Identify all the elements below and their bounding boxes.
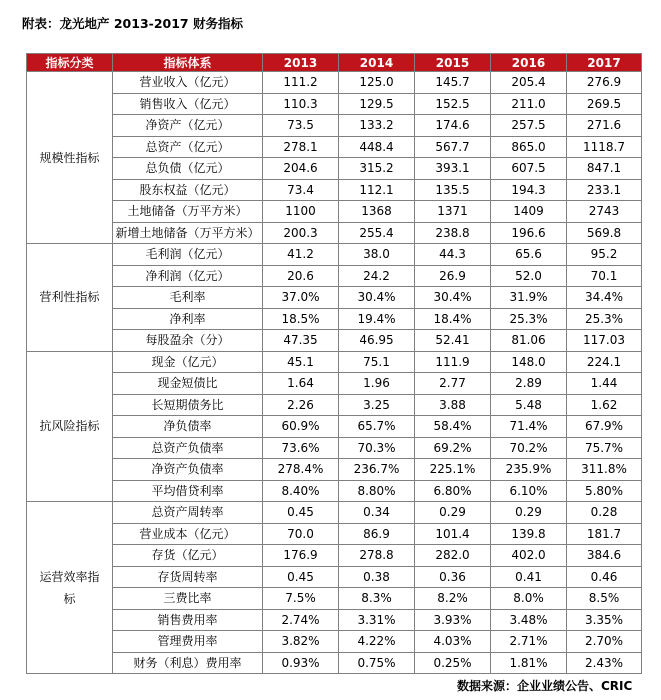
value-cell: 75.7% xyxy=(567,437,642,459)
value-cell: 0.38 xyxy=(339,566,415,588)
value-cell: 181.7 xyxy=(567,523,642,545)
value-cell: 0.93% xyxy=(263,652,339,674)
table-row xyxy=(27,115,642,137)
value-cell: 30.4% xyxy=(415,287,491,309)
value-cell: 2.43% xyxy=(567,652,642,674)
value-cell: 25.3% xyxy=(491,308,567,330)
value-cell: 196.6 xyxy=(491,222,567,244)
table-row xyxy=(27,287,642,309)
value-cell: 0.46 xyxy=(567,566,642,588)
value-cell: 8.0% xyxy=(491,588,567,610)
value-cell: 271.6 xyxy=(567,115,642,137)
header-indicator: 指标体系 xyxy=(113,54,263,72)
value-cell: 0.45 xyxy=(263,502,339,524)
indicator-name: 长短期债务比 xyxy=(113,394,263,416)
value-cell: 75.1 xyxy=(339,351,415,373)
table-row xyxy=(27,394,642,416)
value-cell: 3.48% xyxy=(491,609,567,631)
value-cell: 70.3% xyxy=(339,437,415,459)
indicator-name: 管理费用率 xyxy=(113,631,263,653)
value-cell: 129.5 xyxy=(339,93,415,115)
indicator-name: 现金短债比 xyxy=(113,373,263,395)
value-cell: 25.3% xyxy=(567,308,642,330)
value-cell: 257.5 xyxy=(491,115,567,137)
value-cell: 45.1 xyxy=(263,351,339,373)
table-row xyxy=(27,351,642,373)
header-year: 2016 xyxy=(491,54,567,72)
value-cell: 52.41 xyxy=(415,330,491,352)
table-row xyxy=(27,330,642,352)
value-cell: 2.89 xyxy=(491,373,567,395)
value-cell: 70.0 xyxy=(263,523,339,545)
value-cell: 176.9 xyxy=(263,545,339,567)
value-cell: 847.1 xyxy=(567,158,642,180)
table-row xyxy=(27,136,642,158)
value-cell: 8.5% xyxy=(567,588,642,610)
indicator-name: 三费比率 xyxy=(113,588,263,610)
table-row xyxy=(27,265,642,287)
value-cell: 0.34 xyxy=(339,502,415,524)
value-cell: 3.82% xyxy=(263,631,339,653)
value-cell: 67.9% xyxy=(567,416,642,438)
indicator-name: 净资产负债率 xyxy=(113,459,263,481)
value-cell: 111.9 xyxy=(415,351,491,373)
value-cell: 1.64 xyxy=(263,373,339,395)
value-cell: 60.9% xyxy=(263,416,339,438)
value-cell: 70.2% xyxy=(491,437,567,459)
indicator-name: 土地储备（万平方米） xyxy=(113,201,263,223)
value-cell: 8.80% xyxy=(339,480,415,502)
table-row xyxy=(27,244,642,266)
value-cell: 125.0 xyxy=(339,72,415,94)
table-row xyxy=(27,652,642,674)
value-cell: 47.35 xyxy=(263,330,339,352)
value-cell: 71.4% xyxy=(491,416,567,438)
value-cell: 31.9% xyxy=(491,287,567,309)
value-cell: 2.77 xyxy=(415,373,491,395)
header-year: 2015 xyxy=(415,54,491,72)
value-cell: 135.5 xyxy=(415,179,491,201)
value-cell: 145.7 xyxy=(415,72,491,94)
value-cell: 2.26 xyxy=(263,394,339,416)
value-cell: 152.5 xyxy=(415,93,491,115)
category-label: 营利性指标 xyxy=(39,290,100,305)
value-cell: 4.22% xyxy=(339,631,415,653)
value-cell: 282.0 xyxy=(415,545,491,567)
value-cell: 41.2 xyxy=(263,244,339,266)
value-cell: 3.35% xyxy=(567,609,642,631)
value-cell: 95.2 xyxy=(567,244,642,266)
value-cell: 34.4% xyxy=(567,287,642,309)
value-cell: 5.48 xyxy=(491,394,567,416)
table-body xyxy=(27,72,642,674)
value-cell: 7.5% xyxy=(263,588,339,610)
category-label: 运营效率指标 xyxy=(39,569,100,606)
value-cell: 46.95 xyxy=(339,330,415,352)
page-title: 附表：龙光地产 2013-2017 财务指标 xyxy=(22,16,243,31)
indicator-name: 营业收入（亿元） xyxy=(113,72,263,94)
table-row xyxy=(27,588,642,610)
value-cell: 393.1 xyxy=(415,158,491,180)
table-row xyxy=(27,480,642,502)
value-cell: 1.81% xyxy=(491,652,567,674)
table-row xyxy=(27,502,642,524)
indicator-name: 净负债率 xyxy=(113,416,263,438)
value-cell: 73.5 xyxy=(263,115,339,137)
value-cell: 448.4 xyxy=(339,136,415,158)
table-row xyxy=(27,158,642,180)
value-cell: 86.9 xyxy=(339,523,415,545)
value-cell: 224.1 xyxy=(567,351,642,373)
table-row xyxy=(27,523,642,545)
header-year: 2017 xyxy=(567,54,642,72)
value-cell: 37.0% xyxy=(263,287,339,309)
table-row xyxy=(27,609,642,631)
value-cell: 44.3 xyxy=(415,244,491,266)
value-cell: 402.0 xyxy=(491,545,567,567)
value-cell: 3.88 xyxy=(415,394,491,416)
value-cell: 236.7% xyxy=(339,459,415,481)
value-cell: 384.6 xyxy=(567,545,642,567)
value-cell: 311.8% xyxy=(567,459,642,481)
table-row xyxy=(27,459,642,481)
value-cell: 238.8 xyxy=(415,222,491,244)
category-cell xyxy=(27,351,113,502)
value-cell: 8.3% xyxy=(339,588,415,610)
value-cell: 0.36 xyxy=(415,566,491,588)
value-cell: 117.03 xyxy=(567,330,642,352)
table-row xyxy=(27,179,642,201)
value-cell: 1368 xyxy=(339,201,415,223)
value-cell: 2743 xyxy=(567,201,642,223)
value-cell: 278.4% xyxy=(263,459,339,481)
value-cell: 569.8 xyxy=(567,222,642,244)
category-cell xyxy=(27,72,113,244)
value-cell: 567.7 xyxy=(415,136,491,158)
indicator-name: 净利润（亿元） xyxy=(113,265,263,287)
value-cell: 0.45 xyxy=(263,566,339,588)
value-cell: 69.2% xyxy=(415,437,491,459)
value-cell: 1118.7 xyxy=(567,136,642,158)
value-cell: 58.4% xyxy=(415,416,491,438)
indicator-name: 现金（亿元） xyxy=(113,351,263,373)
value-cell: 110.3 xyxy=(263,93,339,115)
value-cell: 6.10% xyxy=(491,480,567,502)
indicator-name: 每股盈余（分） xyxy=(113,330,263,352)
value-cell: 148.0 xyxy=(491,351,567,373)
value-cell: 52.0 xyxy=(491,265,567,287)
table-row xyxy=(27,373,642,395)
table-row xyxy=(27,631,642,653)
table-row xyxy=(27,222,642,244)
value-cell: 235.9% xyxy=(491,459,567,481)
indicator-name: 股东权益（亿元） xyxy=(113,179,263,201)
indicator-name: 总资产负债率 xyxy=(113,437,263,459)
value-cell: 276.9 xyxy=(567,72,642,94)
table-row xyxy=(27,437,642,459)
value-cell: 225.1% xyxy=(415,459,491,481)
value-cell: 4.03% xyxy=(415,631,491,653)
value-cell: 8.40% xyxy=(263,480,339,502)
indicator-name: 总资产周转率 xyxy=(113,502,263,524)
value-cell: 1371 xyxy=(415,201,491,223)
value-cell: 278.8 xyxy=(339,545,415,567)
value-cell: 255.4 xyxy=(339,222,415,244)
header-year: 2013 xyxy=(263,54,339,72)
value-cell: 3.31% xyxy=(339,609,415,631)
value-cell: 1.62 xyxy=(567,394,642,416)
value-cell: 139.8 xyxy=(491,523,567,545)
indicator-name: 净资产（亿元） xyxy=(113,115,263,137)
value-cell: 30.4% xyxy=(339,287,415,309)
indicator-name: 存货周转率 xyxy=(113,566,263,588)
indicator-name: 总负债（亿元） xyxy=(113,158,263,180)
indicator-name: 新增土地储备（万平方米） xyxy=(113,222,263,244)
value-cell: 0.29 xyxy=(415,502,491,524)
value-cell: 211.0 xyxy=(491,93,567,115)
value-cell: 607.5 xyxy=(491,158,567,180)
value-cell: 865.0 xyxy=(491,136,567,158)
value-cell: 0.25% xyxy=(415,652,491,674)
value-cell: 111.2 xyxy=(263,72,339,94)
category-cell xyxy=(27,244,113,352)
indicator-name: 财务（利息）费用率 xyxy=(113,652,263,674)
indicator-name: 销售收入（亿元） xyxy=(113,93,263,115)
value-cell: 101.4 xyxy=(415,523,491,545)
category-label: 抗风险指标 xyxy=(39,419,100,434)
value-cell: 8.2% xyxy=(415,588,491,610)
value-cell: 2.71% xyxy=(491,631,567,653)
value-cell: 19.4% xyxy=(339,308,415,330)
value-cell: 6.80% xyxy=(415,480,491,502)
value-cell: 20.6 xyxy=(263,265,339,287)
data-source-note: 数据来源：企业业绩公告、CRIC xyxy=(457,679,633,693)
table-row xyxy=(27,201,642,223)
table-row xyxy=(27,416,642,438)
value-cell: 315.2 xyxy=(339,158,415,180)
indicator-name: 平均借贷利率 xyxy=(113,480,263,502)
value-cell: 65.7% xyxy=(339,416,415,438)
value-cell: 194.3 xyxy=(491,179,567,201)
value-cell: 269.5 xyxy=(567,93,642,115)
value-cell: 204.6 xyxy=(263,158,339,180)
indicator-name: 毛利率 xyxy=(113,287,263,309)
value-cell: 18.4% xyxy=(415,308,491,330)
indicator-name: 毛利润（亿元） xyxy=(113,244,263,266)
value-cell: 1100 xyxy=(263,201,339,223)
value-cell: 24.2 xyxy=(339,265,415,287)
value-cell: 133.2 xyxy=(339,115,415,137)
value-cell: 73.4 xyxy=(263,179,339,201)
value-cell: 233.1 xyxy=(567,179,642,201)
table-row xyxy=(27,566,642,588)
value-cell: 65.6 xyxy=(491,244,567,266)
value-cell: 205.4 xyxy=(491,72,567,94)
category-cell xyxy=(27,502,113,674)
value-cell: 200.3 xyxy=(263,222,339,244)
value-cell: 2.70% xyxy=(567,631,642,653)
value-cell: 3.25 xyxy=(339,394,415,416)
value-cell: 112.1 xyxy=(339,179,415,201)
value-cell: 174.6 xyxy=(415,115,491,137)
table-header-row xyxy=(27,54,642,72)
financial-table xyxy=(26,53,642,674)
value-cell: 38.0 xyxy=(339,244,415,266)
value-cell: 1.96 xyxy=(339,373,415,395)
value-cell: 5.80% xyxy=(567,480,642,502)
table-row xyxy=(27,308,642,330)
table-row xyxy=(27,93,642,115)
indicator-name: 总资产（亿元） xyxy=(113,136,263,158)
table-row xyxy=(27,72,642,94)
value-cell: 0.41 xyxy=(491,566,567,588)
value-cell: 70.1 xyxy=(567,265,642,287)
value-cell: 73.6% xyxy=(263,437,339,459)
value-cell: 2.74% xyxy=(263,609,339,631)
value-cell: 1409 xyxy=(491,201,567,223)
value-cell: 278.1 xyxy=(263,136,339,158)
value-cell: 18.5% xyxy=(263,308,339,330)
indicator-name: 净利率 xyxy=(113,308,263,330)
indicator-name: 营业成本（亿元） xyxy=(113,523,263,545)
indicator-name: 存货（亿元） xyxy=(113,545,263,567)
value-cell: 26.9 xyxy=(415,265,491,287)
value-cell: 1.44 xyxy=(567,373,642,395)
value-cell: 81.06 xyxy=(491,330,567,352)
header-category: 指标分类 xyxy=(27,54,113,72)
value-cell: 0.29 xyxy=(491,502,567,524)
value-cell: 3.93% xyxy=(415,609,491,631)
table-row xyxy=(27,545,642,567)
value-cell: 0.75% xyxy=(339,652,415,674)
indicator-name: 销售费用率 xyxy=(113,609,263,631)
category-label: 规模性指标 xyxy=(39,150,100,165)
header-year: 2014 xyxy=(339,54,415,72)
value-cell: 0.28 xyxy=(567,502,642,524)
